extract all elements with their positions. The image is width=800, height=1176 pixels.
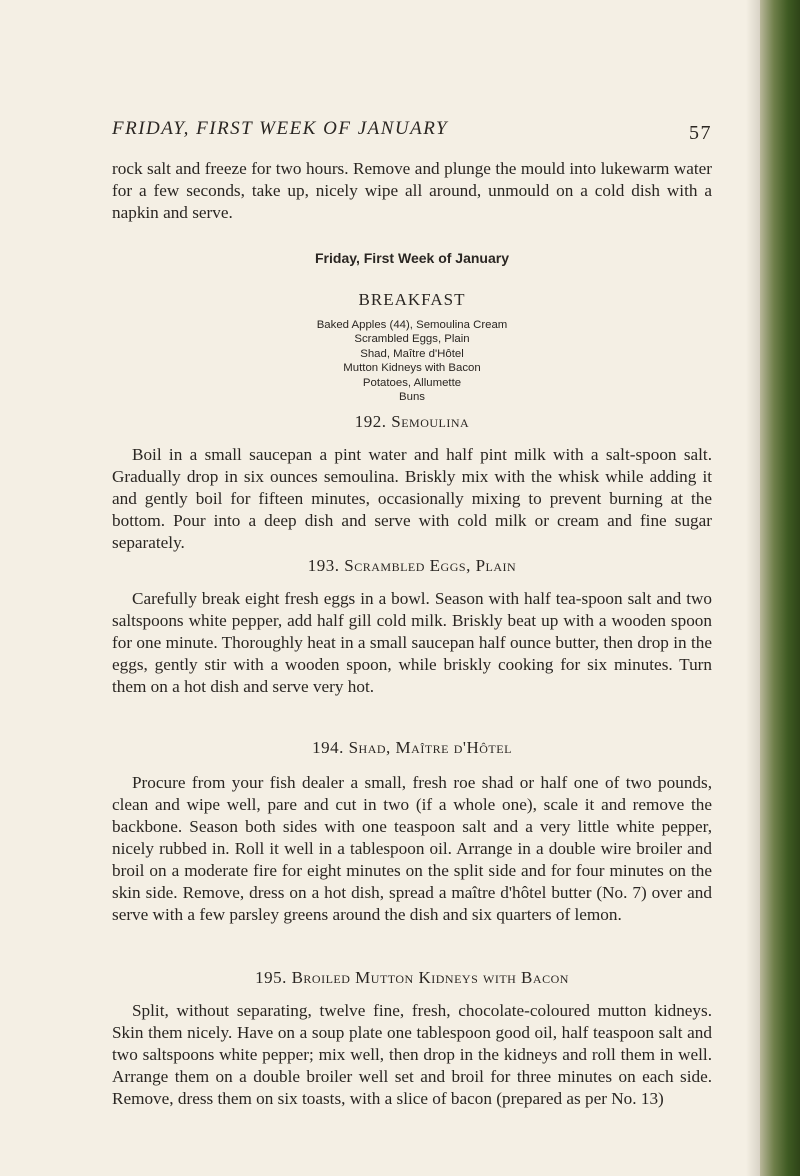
menu-item: Baked Apples (44), Semoulina Cream [316, 319, 508, 331]
continued-text: rock salt and freeze for two hours. Remove and plunge the mould into lukewarm water for a few seconds, take up, nicely wipe all around, unmould on a cold dish with a napkin and serve. [112, 159, 712, 222]
recipe-text: Boil in a small saucepan a pint water and half pint milk with a salt-spoon salt. Gradually drop in six ounces semoulina. Briskly mix with the whisk while adding it and gently boil for fifteen minutes, occasionally mixing to prevent burning at the bottom. Pour into a deep dish and serve with cold milk or cream and fine sugar separately. [112, 445, 712, 552]
recipe-text: Split, without separating, twelve fine, fresh, chocolate-coloured mutton kidneys. Skin them nicely. Have on a soup plate one tablespoon good oil, half teaspoon salt and two saltspoons white pepper; mix well, then drop in the kidneys and roll them in well. Arrange them on a double broiler well set and broil for three minutes on each side. Remove, dress them on six toasts, with a slice of bacon (prepared as per No. 13) [112, 1001, 712, 1108]
recipe-body-193 [112, 588, 712, 698]
menu-item: Buns [399, 391, 425, 404]
gutter-shadow [746, 0, 760, 1176]
menu-day-heading: Friday, First Week of January [315, 250, 509, 266]
recipe-text: Carefully break eight fresh eggs in a bowl. Season with half tea-spoon salt and two saltspoons white pepper, add half gill cold milk. Briskly beat up with a wooden spoon for one minute. Thoroughly heat in a small saucepan half ounce butter, then drop in the eggs, gently stir with a wooden spoon, while briskly cooking for six minutes. Turn them on a hot dish and serve very hot. [112, 589, 712, 696]
menu-item: Potatoes, Allumette [362, 376, 462, 389]
recipe-title-195: 195. Broiled Mutton Kidneys with Bacon [255, 968, 569, 987]
page-number: 57 [689, 122, 712, 144]
menu-list [112, 318, 712, 404]
recipe-body-192 [112, 444, 712, 554]
menu-item: Mutton Kidneys with Bacon [343, 362, 481, 375]
book-binding-edge [760, 0, 800, 1176]
recipe-title-192: 192. Semoulina [354, 412, 470, 431]
menu-item: Scrambled Eggs, Plain [354, 333, 470, 346]
continued-paragraph [112, 158, 712, 224]
recipe-text: Procure from your fish dealer a small, fresh roe shad or half one of two pounds, clean and wipe well, pare and cut in two (if a whole one), scale it and remove the backbone. Season both sides with one teaspoon salt and a very little white pepper, nicely rubbed in. Roll it well in a tablespoon oil. Arrange in a double wire broiler and broil on a moderate fire for eight minutes on the split side and for four minutes on the skin side. Remove, dress on a hot dish, spread a maître d'hôtel butter (No. 7) over and serve with a few parsley greens around the dish and six quarters of lemon. [112, 773, 712, 924]
recipe-body-195 [112, 1000, 712, 1110]
menu-meal-heading: BREAKFAST [358, 290, 466, 309]
recipe-title-194: 194. Shad, Maître d'Hôtel [312, 738, 512, 757]
menu-item: Shad, Maître d'Hôtel [360, 347, 464, 360]
recipe-body-194 [112, 772, 712, 926]
recipe-title-193: 193. Scrambled Eggs, Plain [307, 556, 517, 575]
running-title: FRIDAY, FIRST WEEK OF JANUARY [112, 118, 449, 139]
